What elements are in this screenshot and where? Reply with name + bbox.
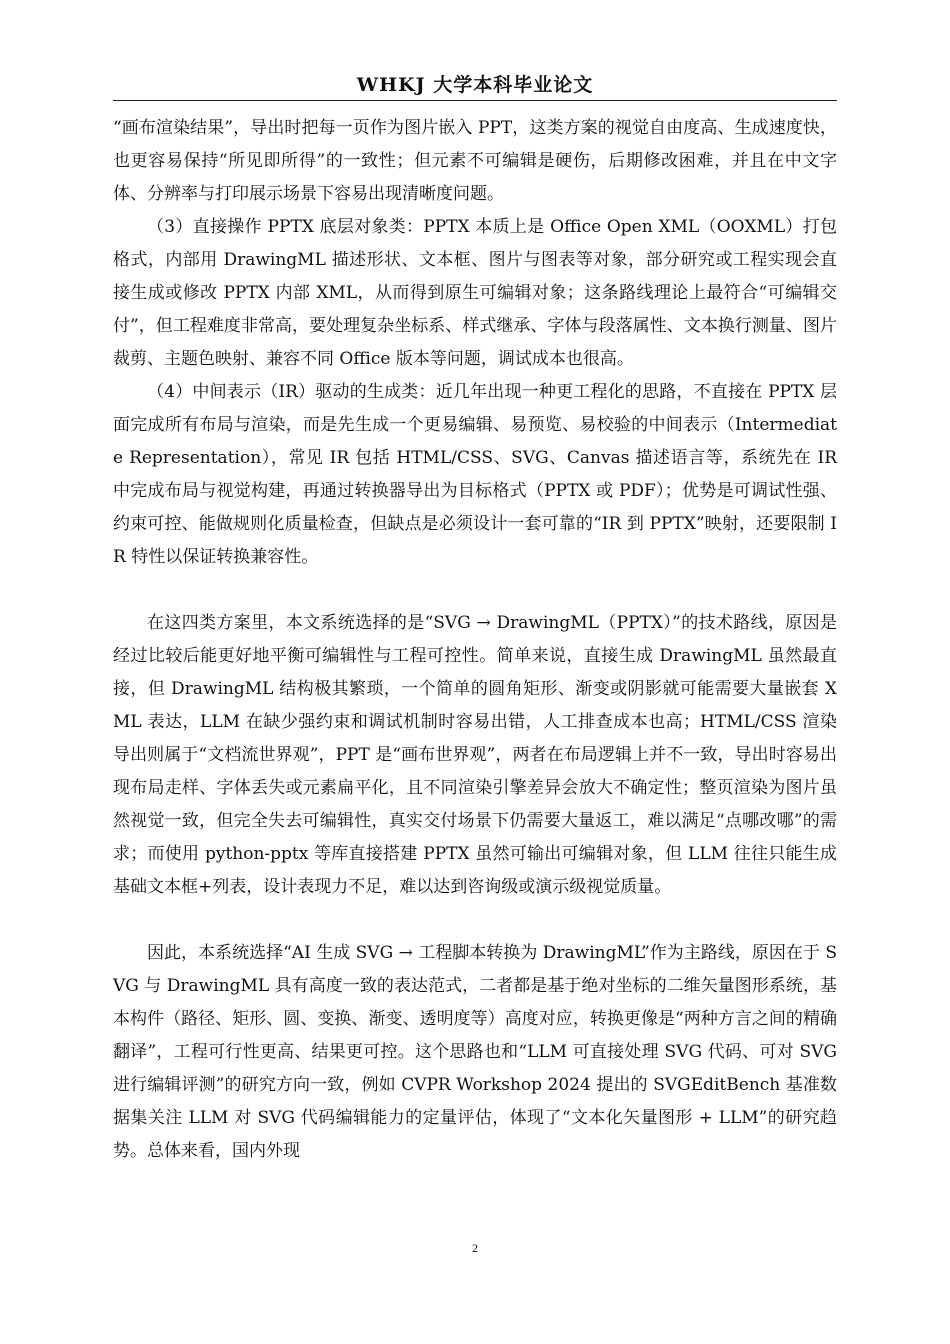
paragraph-conclusion: 因此，本系统选择“AI 生成 SVG → 工程脚本转换为 DrawingML”作为主路线，原因在于 SVG 与 DrawingML 具有高度一致的表达范式，二者都是基于绝对坐标的二维矢量图形系统，基本构件（路径、矩形、圆、变换、渐变、透明度等）高度对应，转换更像是“两种方言之间的精确翻译”，工程可行性更高、结果更可控。这个思路也和“LLM 可直接处理 SVG 代码、可对 SVG 进行编辑评测”的研究方向一致，例如 CVPR Workshop 2024 提出的 SVGEditBench 基准数据集关注 LLM 对 SVG 代码编辑能力的定量评估，体现了“文本化矢量图形 + LLM”的研究趋势。总体来看，国内外现 (113, 943, 837, 1161)
paragraph-continuation: “画布渲染结果”，导出时把每一页作为图片嵌入 PPT，这类方案的视觉自由度高、生成速度快，也更容易保持“所见即所得”的一致性；但元素不可编辑是硬伤，后期修改困难，并且在中文字体、分辨率与打印展示场景下容易出现清晰度问题。 (113, 118, 837, 204)
paragraph-spacer (113, 574, 837, 607)
paragraph-route-choice: 在这四类方案里，本文系统选择的是“SVG → DrawingML（PPTX）”的技术路线，原因是经过比较后能更好地平衡可编辑性与工程可控性。简单来说，直接生成 DrawingML 虽然最直接，但 DrawingML 结构极其繁琐，一个简单的圆角矩形、渐变或阴影就可能需要大量嵌套 XML 表达，LLM 在缺少强约束和调试机制时容易出错，人工排查成本也高；HTML/CSS 渲染导出则属于“文档流世界观”，PPT 是“画布世界观”，两者在布局逻辑上并不一致，导出时容易出现布局走样、字体丢失或元素扁平化，且不同渲染引擎差异会放大不确定性；整页渲染为图片虽然视觉一致，但完全失去可编辑性，真实交付场景下仍需要大量返工，难以满足“点哪改哪”的需求；而使用 python-pptx 等库直接搭建 PPTX 虽然可输出可编辑对象，但 LLM 往往只能生成基础文本框+列表，设计表现力不足，难以达到咨询级或演示级视觉质量。 (113, 613, 837, 897)
paragraph-spacer (113, 904, 837, 937)
running-header: WHKJ 大学本科毕业论文 (356, 74, 594, 96)
paragraph-item-4: （4）中间表示（IR）驱动的生成类：近几年出现一种更工程化的思路，不直接在 PPTX 层面完成所有布局与渲染，而是先生成一个更易编辑、易预览、易校验的中间表示（Intermediate Representation），常见 IR 包括 HTML/CSS、SVG、Canvas 描述语言等，系统先在 IR 中完成布局与视觉构建，再通过转换器导出为目标格式（PPTX 或 PDF）；优势是可调试性强、约束可控、能做规则化质量检查，但缺点是必须设计一套可靠的“IR 到 PPTX”映射，还要限制 IR 特性以保证转换兼容性。 (113, 382, 837, 567)
page-number: 2 (472, 1241, 478, 1255)
header-divider (113, 100, 837, 101)
paragraph-item-3: （3）直接操作 PPTX 底层对象类：PPTX 本质上是 Office Open XML（OOXML）打包格式，内部用 DrawingML 描述形状、文本框、图片与图表等对象，部分研究或工程实现会直接生成或修改 PPTX 内部 XML，从而得到原生可编辑对象；这条路线理论上最符合“可编辑交付”，但工程难度非常高，要处理复杂坐标系、样式继承、字体与段落属性、文本换行测量、图片裁剪、主题色映射、兼容不同 Office 版本等问题，调试成本也很高。 (113, 217, 837, 369)
body-text (113, 112, 837, 1168)
